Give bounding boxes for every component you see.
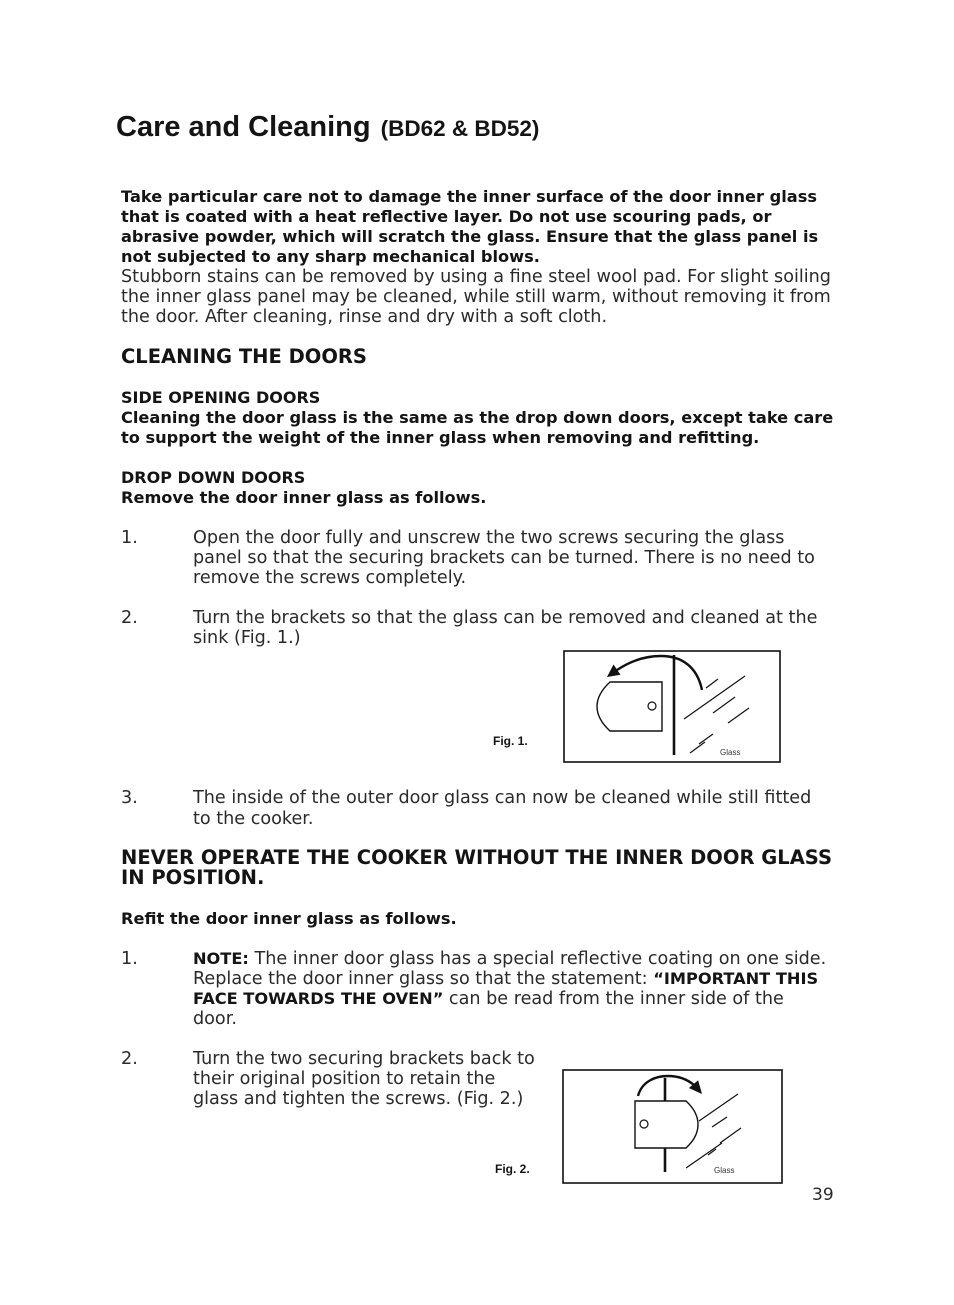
step-line: sink (Fig. 1.) [193,628,301,648]
note-label: NOTE: [193,949,249,968]
warning-heading-line: NEVER OPERATE THE COOKER WITHOUT THE INNER DOOR GLASS [121,846,832,869]
intro-warning-line: Take particular care not to damage the inner surface of the door inner glass [121,187,817,206]
remove-step-1-number: 1. [121,528,138,548]
page-number: 39 [812,1185,834,1205]
step-line: The inside of the outer door glass can now be cleaned while still fitted [193,788,812,808]
step-line: Open the door fully and unscrew the two screws securing the glass [193,528,785,548]
page-title-models: (BD62 & BD52) [380,116,540,141]
remove-step-3-text [193,788,811,829]
warning-heading [121,848,832,888]
intro-paragraph [121,187,831,327]
warning-heading-line: IN POSITION. [121,866,265,889]
oven-statement-start: “IMPORTANT THIS [653,969,819,988]
refit-step-2-text [193,1049,535,1109]
figure-1-glass-label: Glass [720,748,741,757]
side-opening-line: to support the weight of the inner glass when removing and refitting. [121,428,760,447]
refit-lead: Refit the door inner glass as follows. [121,909,457,928]
step-line: remove the screws completely. [193,568,467,588]
refit-step-1-text [193,949,826,1029]
intro-warning-line: that is coated with a heat reflective layer. Do not use scouring pads, or [121,207,772,226]
intro-body-line: Stubborn stains can be removed by using a fine steel wool pad. For slight soiling [121,267,831,287]
drop-down-lead: Remove the door inner glass as follows. [121,488,487,507]
step-line: glass and tighten the screws. (Fig. 2.) [193,1089,524,1109]
replace-text: Replace the door inner glass so that the statement: [193,969,654,989]
step-line: their original position to retain the [193,1069,496,1089]
page-title-main: Care and Cleaning [116,111,371,143]
read-side-text: can be read from the inner side of the [443,989,784,1009]
intro-body-line: the inner glass panel may be cleaned, while still warm, without removing it from [121,287,831,307]
page-title [116,110,539,146]
figure-1-diagram [563,650,782,764]
refit-step-2-number: 2. [121,1049,138,1069]
screw-icon [648,702,656,710]
figure-1-caption: Fig. 1. [493,734,528,748]
step-line: door. [193,1009,237,1029]
oven-statement-end: FACE TOWARDS THE OVEN” [193,989,444,1008]
step-line: Turn the two securing brackets back to [193,1049,535,1069]
cleaning-doors-heading: CLEANING THE DOORS [121,345,367,368]
figure-2-diagram [562,1069,784,1185]
intro-body-line: the door. After cleaning, rinse and dry with a soft cloth. [121,307,608,327]
remove-step-3-number: 3. [121,788,138,808]
drop-down-heading: DROP DOWN DOORS [121,468,306,487]
figure-2-glass-label: Glass [714,1166,735,1175]
step-line [193,989,826,1009]
refit-step-1-number: 1. [121,949,138,969]
remove-step-2-text [193,608,817,648]
step-line: Turn the brackets so that the glass can be removed and cleaned at the [193,608,818,628]
remove-step-2-number: 2. [121,608,138,628]
figure-2-caption: Fig. 2. [495,1162,530,1176]
screw-icon [640,1120,648,1128]
step-line: panel so that the securing brackets can be turned. There is no need to [193,548,815,568]
step-line: to the cooker. [193,809,314,829]
remove-step-1-text [193,528,815,588]
drop-down-section [121,468,486,508]
step-line [193,949,826,969]
intro-warning-line: not subjected to any sharp mechanical blows. [121,247,540,266]
note-text: The inner door glass has a special reflective coating on one side. [248,949,827,969]
side-opening-section [121,388,833,448]
step-line [193,969,826,989]
side-opening-heading: SIDE OPENING DOORS [121,388,321,407]
side-opening-line: Cleaning the door glass is the same as the drop down doors, except take care [121,408,834,427]
intro-warning-line: abrasive powder, which will scratch the glass. Ensure that the glass panel is [121,227,819,246]
